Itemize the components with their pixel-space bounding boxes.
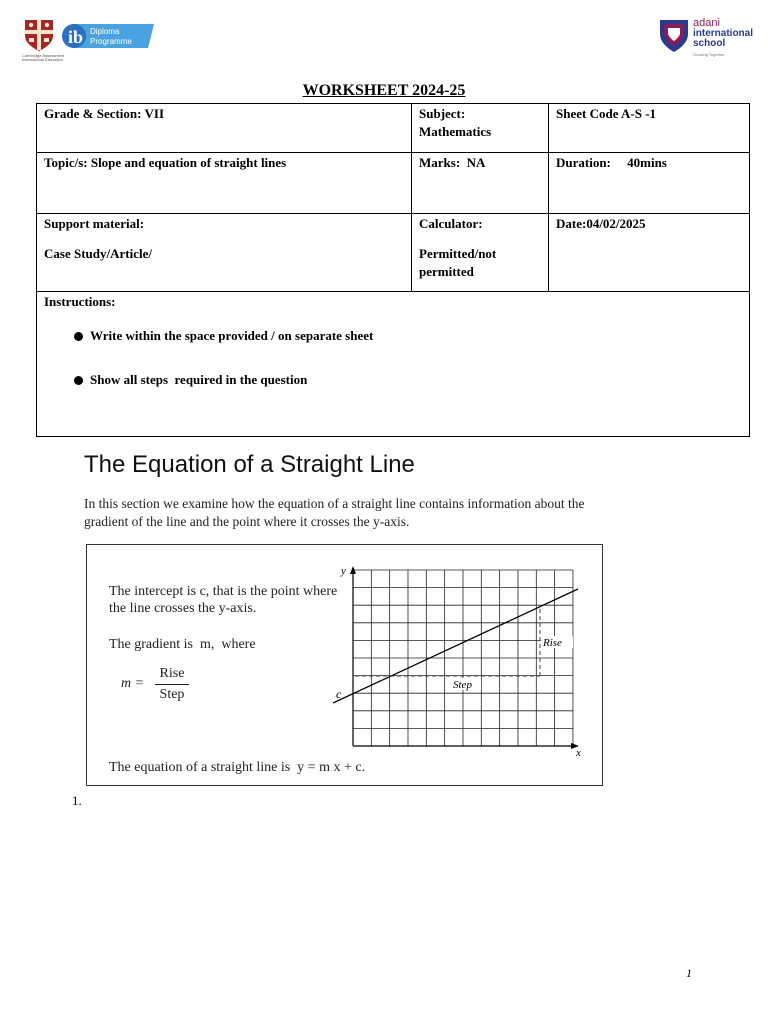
fraction-bar	[155, 684, 189, 685]
list-item	[68, 327, 742, 345]
bullet-icon	[74, 376, 83, 385]
ib-text-diploma: Diploma	[90, 27, 120, 36]
subject-value: Mathematics	[419, 124, 492, 139]
x-axis-label: x	[576, 747, 581, 759]
ib-diploma-logo	[62, 22, 156, 50]
rise-label: Rise	[543, 637, 562, 649]
international-word: international	[693, 28, 754, 39]
svg-text:ib: ib	[68, 27, 84, 47]
instructions-list	[68, 327, 742, 389]
c-label: c	[336, 687, 342, 701]
ib-text-programme: Programme	[90, 37, 132, 46]
header-logos-left	[22, 18, 140, 64]
cambridge-text: Cambridge Assessment International Education	[22, 53, 65, 62]
table-row	[37, 292, 750, 437]
m-equals: m =	[121, 676, 145, 691]
table-row	[37, 104, 750, 153]
adani-word: adani	[693, 17, 720, 29]
calculator-cell	[412, 214, 549, 292]
section-heading: The Equation of a Straight Line	[84, 451, 415, 478]
sheet-code-cell: Sheet Code A-S -1	[549, 104, 750, 153]
instruction-text: Write within the space provided / on separate sheet	[90, 328, 374, 343]
duration-cell: Duration: 40mins	[549, 153, 750, 214]
section-intro: In this section we examine how the equation of a straight line contains information about the gradient of the line and the point where it crosses the y-axis.	[84, 496, 585, 529]
y-axis-label: y	[341, 565, 346, 577]
page-number: 1	[686, 966, 692, 980]
support-cell	[37, 214, 412, 292]
instructions-cell	[37, 292, 750, 437]
adani-shield-icon	[658, 18, 690, 54]
bullet-icon	[74, 332, 83, 341]
support-label: Support material:	[44, 216, 145, 231]
step-label: Step	[453, 679, 472, 691]
school-word: school	[693, 38, 726, 49]
adani-school-name	[693, 18, 753, 49]
gradient-formula	[121, 665, 211, 705]
fraction-denominator: Step	[159, 687, 185, 702]
equation-text: The equation of a straight line is y = m x + c.	[109, 760, 366, 775]
topic-cell: Topic/s: Slope and equation of straight lines	[37, 153, 412, 214]
adani-tagline: Growing Together	[693, 52, 725, 57]
table-row	[37, 214, 750, 292]
intercept-text: The intercept is c, that is the point where the line crosses the y-axis.	[109, 584, 338, 616]
list-item	[68, 371, 742, 389]
question-number: 1.	[72, 793, 82, 808]
instructions-label: Instructions:	[44, 294, 116, 309]
line-graph	[333, 560, 583, 760]
grade-cell: Grade & Section: VII	[37, 104, 412, 153]
instruction-text: Show all steps required in the question	[90, 372, 308, 387]
marks-cell: Marks: NA	[412, 153, 549, 214]
adani-school-logo	[658, 14, 758, 58]
calculator-value: Permitted/not permitted	[419, 246, 497, 279]
cambridge-crest-icon	[22, 18, 56, 52]
worksheet-info-table	[36, 103, 750, 437]
calculator-label: Calculator:	[419, 216, 483, 231]
equation-figure-box	[86, 544, 603, 786]
subject-cell	[412, 104, 549, 153]
table-row	[37, 153, 750, 214]
support-value: Case Study/Article/	[44, 246, 152, 261]
subject-label: Subject:	[419, 106, 466, 121]
fraction-numerator: Rise	[159, 666, 185, 681]
date-cell: Date:04/02/2025	[549, 214, 750, 292]
worksheet-title: WORKSHEET 2024-25	[302, 82, 466, 99]
gradient-text: The gradient is m, where	[109, 637, 256, 652]
